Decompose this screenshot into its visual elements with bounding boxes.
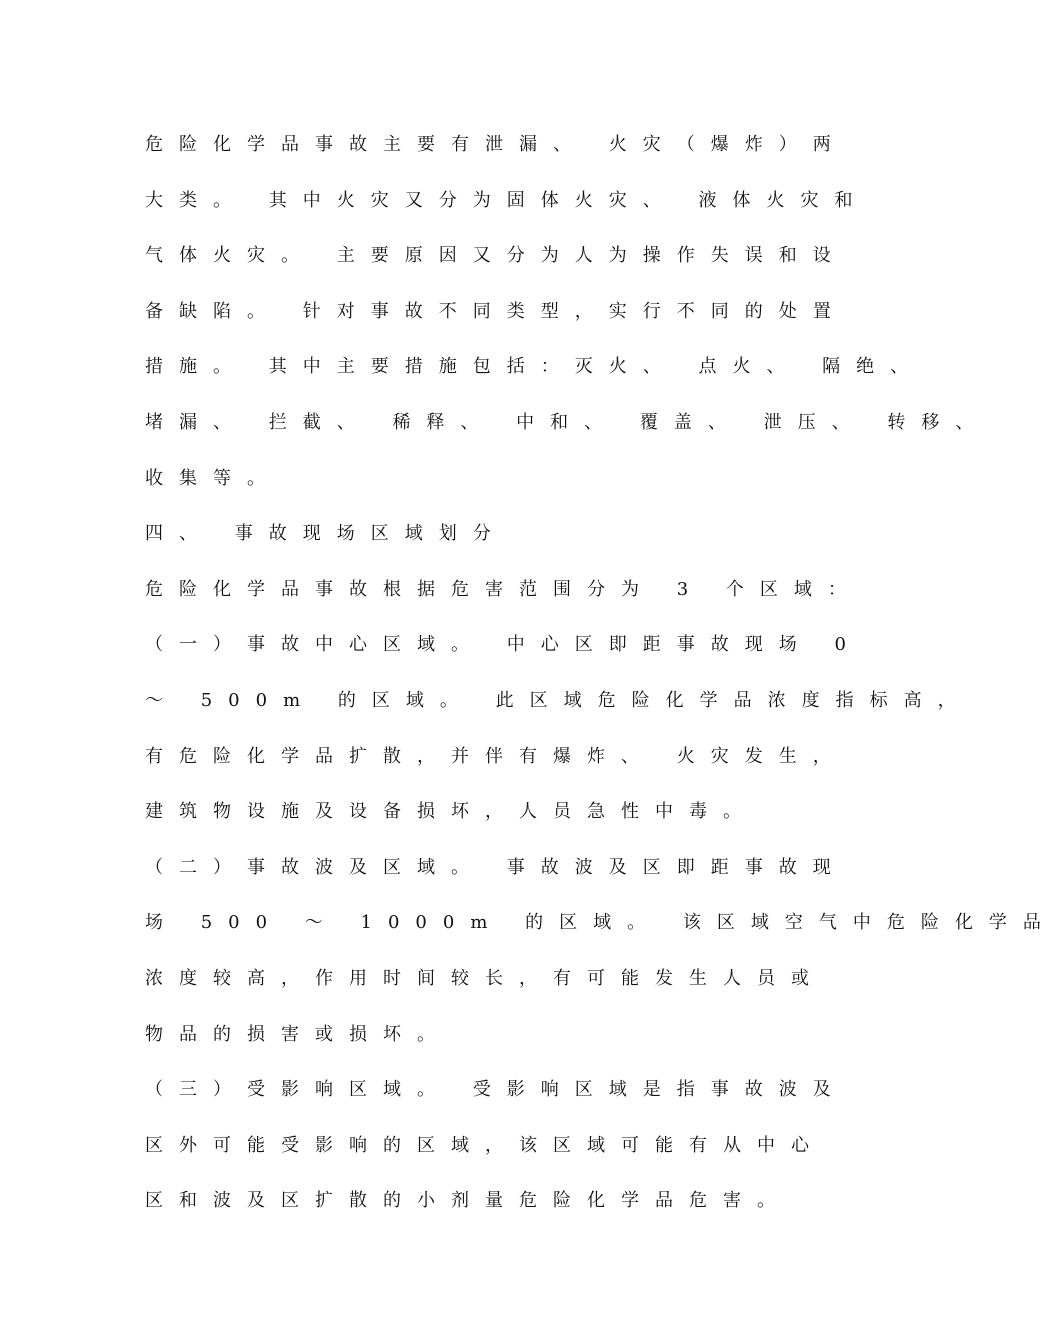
paragraph-line: （一）事故中心区域。 中心区即距事故现场 0	[145, 634, 862, 656]
paragraph-line: 收集等。	[145, 467, 281, 489]
paragraph-line: 建筑物设施及设备损坏，人员急性中毒。	[145, 801, 757, 823]
paragraph-line: 区外可能受影响的区域，该区域可能有从中心	[145, 1134, 825, 1156]
paragraph-line: 有危险化学品扩散，并伴有爆炸、 火灾发生，	[145, 745, 847, 767]
paragraph-line: 气体火灾。 主要原因又分为人为操作失误和设	[145, 245, 847, 267]
paragraph-line: 危险化学品事故根据危害范围分为 3 个区域：	[145, 578, 862, 600]
paragraph-line: 区和波及区扩散的小剂量危险化学品危害。	[145, 1190, 791, 1212]
section-heading: 四、 事故现场区域划分	[145, 523, 507, 545]
paragraph-line: 浓度较高，作用时间较长，有可能发生人员或	[145, 967, 825, 989]
paragraph-line: ～ 500m 的区域。 此区域危险化学品浓度指标高，	[145, 689, 972, 711]
paragraph-line: 堵漏、 拦截、 稀释、 中和、 覆盖、 泄压、 转移、	[145, 411, 990, 433]
paragraph-line: 危险化学品事故主要有泄漏、 火灾（爆炸）两	[145, 134, 847, 155]
paragraph-line: 物品的损害或损坏。	[145, 1023, 451, 1045]
paragraph-line: 备缺陷。 针对事故不同类型，实行不同的处置	[145, 300, 847, 322]
paragraph-line: （三）受影响区域。 受影响区域是指事故波及	[145, 1079, 847, 1101]
paragraph-line: 场 500 ～ 1000m 的区域。 该区域空气中危险化学品	[145, 912, 1057, 934]
document-body	[145, 128, 1057, 1240]
paragraph-line: 措施。 其中主要措施包括：灭火、 点火、 隔绝、	[145, 356, 925, 378]
paragraph-line: （二）事故波及区域。 事故波及区即距事故现	[145, 856, 847, 878]
paragraph-line: 大类。 其中火灾又分为固体火灾、 液体火灾和	[145, 189, 869, 211]
